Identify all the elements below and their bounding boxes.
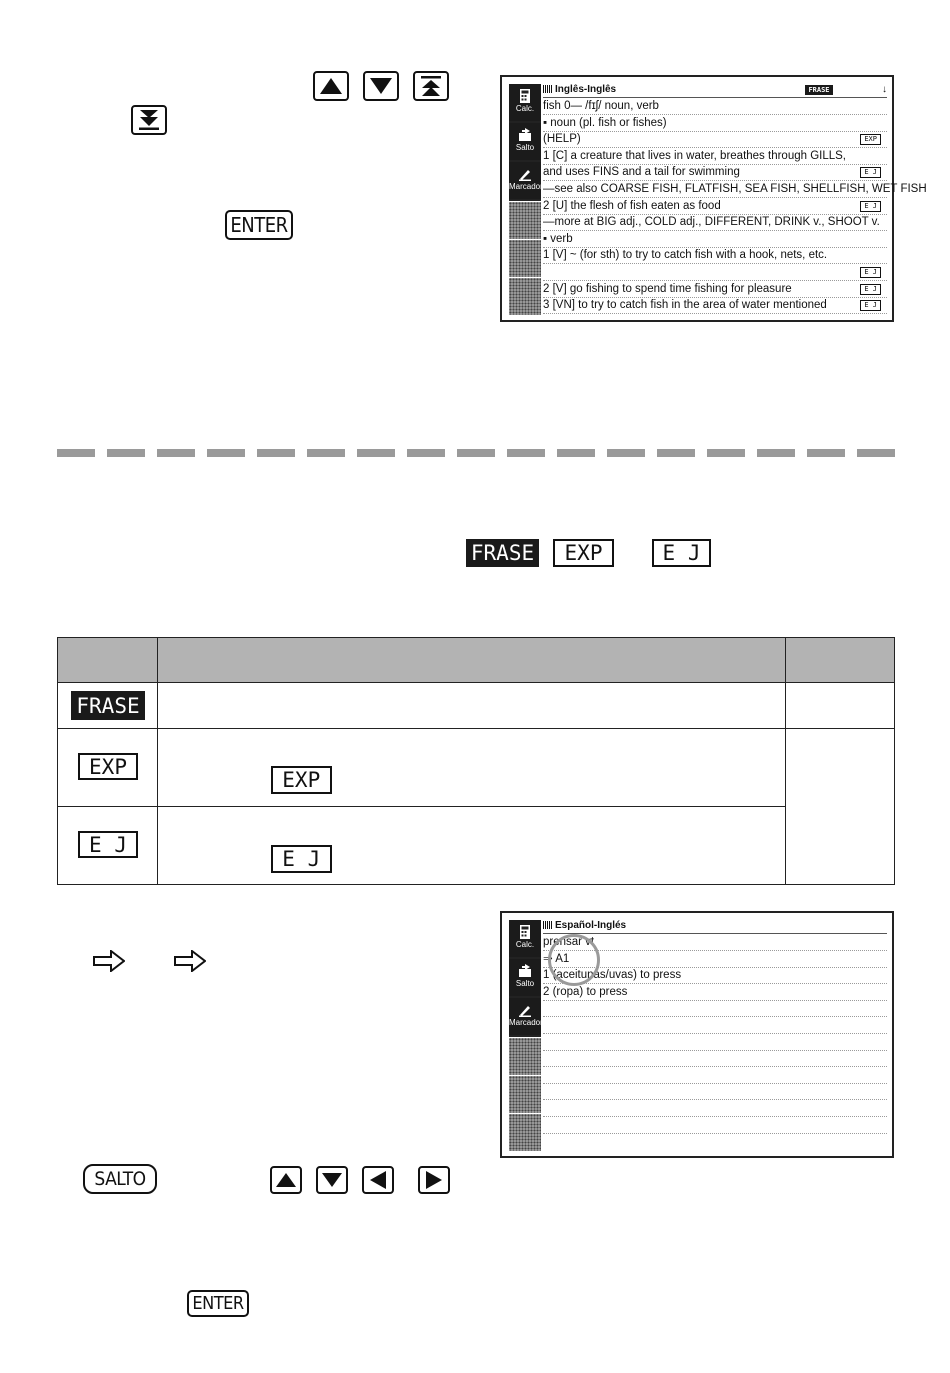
exp-mark: EXP <box>78 753 138 780</box>
hollow-right-arrow-icon <box>93 950 125 972</box>
table-cell <box>157 683 785 729</box>
table-cell <box>157 729 785 807</box>
double-down-icon <box>138 109 160 131</box>
table-header-row <box>58 638 895 683</box>
calc-button[interactable]: Calc. <box>509 84 541 121</box>
entry-line-text: 1 [V] ~ (for sth) to try to catch fish with a hook, nets, etc. <box>543 249 828 262</box>
table-header-cell <box>58 638 158 683</box>
entry-line <box>543 1100 887 1117</box>
entry-line <box>543 1000 887 1017</box>
entry-line <box>543 297 887 314</box>
exp-mark: EXP <box>271 766 332 794</box>
calculator-icon <box>518 89 532 103</box>
marks-table <box>57 637 895 885</box>
entry-line <box>543 281 887 298</box>
frase-mark: FRASE <box>466 539 539 567</box>
entry-line-text: prensar vt <box>543 936 595 948</box>
divider-dash <box>807 449 845 457</box>
entry-line-text: ▪ noun (pl. fish or fishes) <box>543 116 667 129</box>
screen-sidebar <box>509 84 541 312</box>
up-triangle-icon <box>319 77 343 95</box>
entry-line <box>543 1017 887 1034</box>
divider-dash <box>457 449 495 457</box>
entry-line-text: fish 0— /fɪʃ/ noun, verb <box>543 100 659 112</box>
down-triangle-icon <box>321 1172 343 1188</box>
entry-line <box>543 1050 887 1067</box>
down-triangle-icon <box>369 77 393 95</box>
divider-dash <box>157 449 195 457</box>
entry-line-text: 1 (aceitunas/uvas) to press <box>543 969 682 982</box>
entry-tag[interactable]: E J <box>860 300 881 311</box>
divider-dash <box>407 449 445 457</box>
enter-key[interactable]: ENTER <box>187 1290 249 1317</box>
sidebar-empty-slot <box>509 201 541 239</box>
jump-book-icon <box>518 964 532 978</box>
sidebar-empty-slot <box>509 239 541 277</box>
entry-line-text: —more at BIG adj., COLD adj., DIFFERENT, DRINK v., SHOOT v. <box>543 216 880 229</box>
ej-mark: E J <box>652 539 711 567</box>
divider-dash <box>107 449 145 457</box>
entry-line-text: and uses FINS and a tail for swimming <box>543 166 740 179</box>
entry-line-text: 2 [U] the flesh of fish eaten as food <box>543 199 721 212</box>
divider-dash <box>207 449 245 457</box>
sidebar-empty-slot <box>509 1037 541 1075</box>
divider-dash <box>757 449 795 457</box>
entry-tag[interactable]: E J <box>860 167 881 178</box>
frase-indicator: FRASE <box>805 85 833 95</box>
entry-line <box>543 231 887 248</box>
entry-line <box>543 247 887 264</box>
page-down-key[interactable] <box>131 105 167 135</box>
marcador-button[interactable]: Marcador <box>509 998 541 1035</box>
up-triangle-icon <box>275 1172 297 1188</box>
jump-book-icon <box>518 128 532 142</box>
entry-tag[interactable]: E J <box>860 267 881 278</box>
highlight-circle <box>548 934 600 986</box>
entry-tag[interactable]: E J <box>860 284 881 295</box>
up-arrow-key[interactable] <box>313 71 349 101</box>
entry-line <box>543 1034 887 1051</box>
entry-line-text: 3 [VN] to try to catch fish in the area of water mentioned <box>543 299 827 312</box>
table-header-cell <box>786 638 895 683</box>
double-up-icon <box>420 75 442 97</box>
divider-dash <box>557 449 595 457</box>
divider-dash <box>657 449 695 457</box>
grid-icon <box>543 921 553 929</box>
table-row <box>58 729 895 807</box>
divider-dash <box>707 449 745 457</box>
screen-content <box>543 83 927 318</box>
entry-line <box>543 198 887 215</box>
scroll-down-arrow-icon: ↓ <box>882 84 887 95</box>
dictionary-screen-english <box>500 75 927 322</box>
calc-button[interactable]: Calc. <box>509 920 541 957</box>
entry-line-text: 2 [V] go fishing to spend time fishing for pleasure <box>543 282 792 295</box>
entry-line <box>543 984 887 1001</box>
up-arrow-key[interactable] <box>270 1166 302 1194</box>
salto-button[interactable]: Salto <box>509 123 541 160</box>
screen-content <box>543 919 887 1154</box>
screen-title-bar: Español-Inglés <box>543 919 887 934</box>
divider-dash <box>857 449 895 457</box>
grid-icon <box>543 85 553 93</box>
table-cell <box>58 729 158 807</box>
sidebar-empty-slot <box>509 1113 541 1151</box>
divider-dash <box>57 449 95 457</box>
sidebar-empty-slot <box>509 1075 541 1113</box>
table-row <box>58 683 895 729</box>
ej-mark: E J <box>78 831 138 858</box>
divider-dash <box>507 449 545 457</box>
entry-line <box>543 1117 887 1134</box>
entry-line <box>543 131 887 148</box>
table-cell <box>157 807 785 885</box>
screen-title-bar: Inglês-Inglês FRASE ↓ <box>543 83 887 98</box>
table-header-cell <box>157 638 785 683</box>
table-cell <box>786 683 895 729</box>
entry-line <box>543 1067 887 1084</box>
entry-line-text: ▪ verb <box>543 232 573 245</box>
entry-line <box>543 98 887 115</box>
divider-dash <box>357 449 395 457</box>
page-up-key[interactable] <box>413 71 449 101</box>
ej-mark: E J <box>271 845 332 873</box>
marker-pen-icon <box>518 167 532 181</box>
table-row <box>58 807 895 885</box>
sidebar-empty-slot <box>509 277 541 315</box>
exp-mark: EXP <box>553 539 614 567</box>
table-cell <box>58 683 158 729</box>
calculator-icon <box>518 925 532 939</box>
divider-dash <box>307 449 345 457</box>
entry-tag[interactable]: EXP <box>860 134 881 145</box>
down-arrow-key[interactable] <box>363 71 399 101</box>
screen-sidebar <box>509 920 541 1148</box>
entry-line <box>543 214 887 231</box>
frase-mark: FRASE <box>71 691 145 720</box>
hollow-right-arrow-icon <box>174 950 206 972</box>
right-arrow-key[interactable] <box>418 1166 450 1194</box>
marcador-button[interactable]: Marcador <box>509 162 541 199</box>
entry-line-text: (HELP) <box>543 133 581 146</box>
entry-line-text: —see also COARSE FISH, FLATFISH, SEA FISH, SHELLFISH, WET FISH <box>543 183 927 195</box>
entry-line <box>543 1083 887 1100</box>
entry-line <box>543 264 887 281</box>
divider-dash <box>607 449 645 457</box>
divider-dash <box>257 449 295 457</box>
entry-tag[interactable]: E J <box>860 201 881 212</box>
entry-line-text: 1 [C] a creature that lives in water, breathes through GILLS, <box>543 149 846 162</box>
salto-button[interactable]: Salto <box>509 959 541 996</box>
salto-key[interactable]: SALTO <box>83 1164 157 1194</box>
marker-pen-icon <box>518 1003 532 1017</box>
entry-line <box>543 181 927 198</box>
dictionary-screen-spanish <box>500 911 894 1158</box>
entry-line-text: 2 (ropa) to press <box>543 985 628 998</box>
table-cell <box>786 729 895 885</box>
enter-key[interactable]: ENTER <box>225 210 293 240</box>
right-triangle-icon <box>425 1170 443 1190</box>
entry-line <box>543 148 887 165</box>
down-arrow-key[interactable] <box>316 1166 348 1194</box>
entry-line <box>543 164 887 181</box>
table-cell <box>58 807 158 885</box>
left-triangle-icon <box>369 1170 387 1190</box>
entry-line <box>543 115 887 132</box>
left-arrow-key[interactable] <box>362 1166 394 1194</box>
entry-line-text: ⇒ A1 <box>543 952 570 965</box>
